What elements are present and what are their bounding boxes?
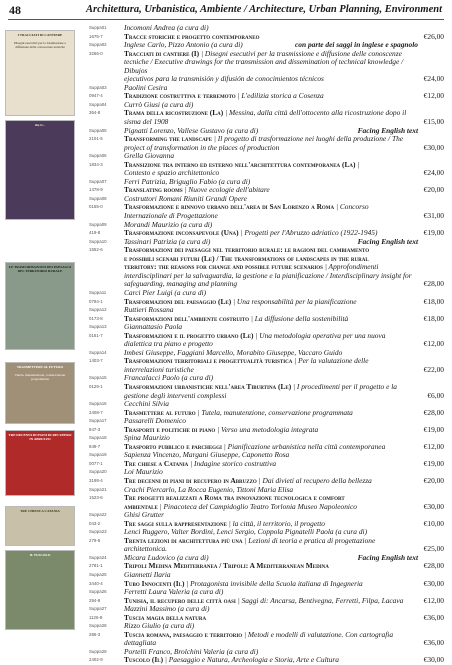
book-subtitle: | Lezioni di teoria e pratica di progettazione — [242, 535, 376, 545]
item-code: Suppa22 — [89, 512, 107, 518]
cover-title: I TRACCIATI DI CANTIERE — [17, 33, 63, 37]
author: Micara Ludovico (a cura di) — [124, 552, 209, 562]
item-code: Suppa13 — [89, 324, 107, 330]
price: €15,00 — [423, 117, 444, 127]
item-code: 0794-1 — [89, 298, 103, 304]
cover-subtitle: Tutela, manutenzione, conservazione programmata — [14, 373, 66, 381]
book-title: Trasformazione e rinnovo urbano dell'area di San Lorenzo a Roma — [124, 202, 335, 212]
item-code: Suppa01 — [89, 25, 107, 30]
page-number: 48 — [9, 3, 21, 17]
item-code: 1126-9 — [89, 614, 103, 620]
catalog-entry — [89, 383, 444, 400]
book-subtitle: | Nuove ecologie dell'abitare — [182, 185, 270, 195]
catalog-entry — [89, 109, 444, 126]
item-code: Suppa19 — [89, 452, 107, 458]
item-code: 0947-4 — [89, 93, 103, 99]
author: Passarelli Domenico — [124, 416, 186, 426]
book-title: Tuscia magia della natura — [124, 612, 207, 622]
book-cover-image — [5, 430, 75, 496]
book-title: Tripoli Medina Mediterranea / Tripoli: A Mediterranean Medina — [124, 561, 329, 571]
item-code: 3198-4 — [89, 477, 103, 483]
price: €19,00 — [423, 424, 444, 434]
price: €28,00 — [423, 407, 444, 417]
running-title: Architettura, Urbanistica, Ambiente / Architecture, Urban Planning, Environment — [86, 4, 442, 15]
book-title: Transizione tra interno ed esterno nell'architettura contemporanea (La) — [124, 159, 356, 169]
catalog-entry — [89, 537, 444, 554]
item-code: Suppa03 — [89, 84, 107, 90]
price: €20,00 — [423, 475, 444, 485]
item-code: 0161-7 — [89, 332, 103, 338]
book-subtitle: interrelazioni turistiche — [124, 364, 194, 374]
price: €31,00 — [423, 211, 444, 221]
book-title: territory: the reasons for change and possible future scenarios — [124, 262, 323, 272]
item-code: Suppa25 — [89, 572, 107, 577]
book-title: Trasformazioni dei paesaggi nel territorio rurale: le ragioni del cambiamento — [124, 245, 370, 255]
price: €22,00 — [423, 364, 444, 374]
item-code: 847-3 — [89, 426, 101, 432]
price: €12,00 — [423, 339, 444, 349]
catalog-entry — [89, 357, 444, 374]
book-subtitle: safeguarding, managing and planning — [124, 279, 238, 289]
book-cover-image — [5, 30, 75, 116]
catalog-entry — [89, 494, 444, 511]
author: Ferri Patrizia, Briguglio Fabio (a cura di) — [124, 176, 251, 186]
book-subtitle: | Pinacoteca del Campidoglio Teatro Torlonia Museo Napoleonico — [157, 501, 357, 511]
price: €26,00 — [423, 31, 444, 41]
author: Paolini Cesira — [124, 82, 168, 92]
item-code: Suppa20 — [89, 469, 107, 475]
book-subtitle: | Metodi e modelli di valutazione. Con cartografia dettagliata — [124, 629, 394, 648]
item-code: Suppa09 — [89, 221, 107, 227]
book-title: Trenta lezioni di architettura più una — [124, 535, 243, 545]
cover-title: IL TUSCOLO — [29, 553, 51, 557]
book-title: Trasporto pubblico e parcheggi — [124, 441, 222, 451]
book-title: Trasformazioni urbanistiche nell'area Tiburtina (Le) — [124, 381, 292, 391]
author: Francalacci Paolo (a cura di) — [124, 373, 214, 383]
header-rule — [8, 19, 444, 20]
author: Rizzo Giulio (a cura di) — [124, 621, 195, 631]
catalog-entry — [89, 161, 444, 178]
item-code: 294-8 — [89, 597, 101, 603]
item-code: 1552-6 — [89, 247, 103, 253]
book-title: Tuscolo (Il) — [124, 655, 164, 665]
author: Costruttori Romani Riuniti Grandi Opere — [124, 193, 247, 203]
book-cover-image — [5, 550, 75, 630]
item-code: Suppa04 — [89, 101, 107, 107]
author: Ghisi Grutter — [124, 510, 165, 520]
author: Portelli Franco, Brolchini Valeria (a cura di) — [124, 646, 259, 656]
book-listing — [89, 24, 444, 665]
item-code: 2402-9 — [89, 657, 103, 663]
author: Tassinari Patrizia (a cura di) — [124, 236, 211, 246]
book-subtitle: | I procedimenti per il progetto e la — [291, 381, 397, 391]
author: Cecchini Silvia — [124, 399, 169, 409]
book-subtitle: | Tutela, manutenzione, conservazione programmata — [195, 407, 353, 417]
author: Ferretti Laura Valeria (a cura di) — [124, 587, 224, 597]
language-note: con parte dei saggi in inglese e spagnolo — [295, 40, 418, 50]
book-subtitle: | — [355, 159, 360, 169]
price: €12,00 — [423, 441, 444, 451]
book-subtitle: | Protagonista invisibile della Scuola italiana di Ingegneria — [184, 578, 363, 588]
item-code: 2101-5 — [89, 136, 103, 142]
author: Grella Giovanna — [124, 151, 175, 161]
book-subtitle: | Per la valutazione delle — [292, 356, 369, 366]
price: €30,00 — [423, 501, 444, 511]
cover-title: TRASMETTERE AL FUTURO — [16, 365, 64, 369]
book-subtitle: | Indagine storico costruttiva — [188, 458, 277, 468]
book-title: Tunisia, il recupero delle città oasi — [124, 595, 236, 605]
author: Inglese Carlo, Pizzo Antonio (a cura di) — [124, 40, 243, 50]
author: Giannetti Ilaria — [124, 570, 171, 579]
book-subtitle: | Verso una metodologia integrata — [215, 424, 319, 434]
book-title: Trasformazioni dell'ambiente costruito — [124, 313, 250, 323]
catalog-entry — [89, 246, 444, 289]
book-subtitle: dialettica tra piano e progetto — [124, 339, 213, 349]
book-title: Tubo Innocenti (Il) — [124, 578, 185, 588]
book-title: Tre chiese a Catania — [124, 458, 189, 468]
item-code: Suppa29 — [89, 648, 107, 654]
item-code: 1834-3 — [89, 161, 103, 167]
book-cover-image — [5, 120, 75, 220]
price: €28,00 — [423, 279, 444, 289]
book-subtitle: | Saggi di: Ancarsa, Bentivegna, Ferretti, Filpa, Lacava — [235, 595, 404, 605]
author: Spina Maurizio — [124, 433, 170, 443]
book-subtitle: Internazionale di Progettazione — [124, 211, 218, 221]
language-note: Facing English text — [357, 236, 418, 246]
author: Sapienza Vincenzo, Margani Giuseppe, Caponetto Rosa — [124, 450, 290, 460]
item-code: Suppa12 — [89, 307, 107, 313]
author: Lenci Ruggero, Valter Bordini, Lenci Sergio, Coppola Pignatelli Paola (a cura di) — [124, 527, 368, 537]
catalog-entry — [89, 332, 444, 349]
language-note: Facing English text — [357, 125, 418, 135]
price: €36,00 — [423, 638, 444, 648]
price: €12,00 — [423, 91, 444, 101]
author: Currò Giusi (a cura di) — [124, 99, 194, 109]
catalog-entry — [89, 203, 444, 220]
price: €18,00 — [423, 296, 444, 306]
item-code: 3266-0 — [89, 50, 103, 56]
price: €24,00 — [423, 74, 444, 84]
author: Pignatti Lorenzo, Vallese Gustavo (a cura di) — [124, 125, 259, 135]
book-title: Transforming the landscape — [124, 134, 213, 144]
book-title: ambientale — [124, 501, 158, 511]
book-title: Tracciati di cantiere (I) — [124, 48, 200, 58]
item-code: Suppa17 — [89, 418, 107, 424]
price: €30,00 — [423, 578, 444, 588]
book-subtitle: | Disegni esecutivi per la trasmissione e diffusione delle conoscenze — [199, 48, 402, 58]
item-code: 419-8 — [89, 230, 101, 236]
item-code: 1523-6 — [89, 495, 103, 501]
item-code: 0077-1 — [89, 460, 103, 466]
book-subtitle: | Approfondimenti — [322, 262, 379, 272]
item-code: 286-3 — [89, 631, 101, 637]
catalog-entry — [89, 135, 444, 152]
price: €20,00 — [423, 185, 444, 195]
item-code: Suppa24 — [89, 554, 107, 560]
price: €12,00 — [423, 595, 444, 605]
book-cover-image — [5, 362, 75, 424]
book-subtitle: | Una metodologia operativa per una nuova — [253, 330, 386, 340]
item-code: Suppa05 — [89, 127, 107, 133]
item-code: Suppa28 — [89, 623, 107, 629]
item-code: Suppa27 — [89, 606, 107, 612]
book-subtitle: | Pianificazione urbanistica nella città contemporanea — [221, 441, 386, 451]
cover-title: TRE CHIESE A CATANIA — [20, 509, 60, 513]
catalog-entry — [89, 631, 444, 648]
book-cover-image — [5, 506, 75, 546]
price: €25,00 — [423, 544, 444, 554]
price: €19,00 — [423, 228, 444, 238]
item-code: 1478-9 — [89, 187, 103, 193]
book-title: Trasporti e politiche di piano — [124, 424, 216, 434]
book-subtitle: architettonica. — [124, 544, 168, 554]
book-title: Trasformazioni e il progetto urbano (Le) — [124, 330, 254, 340]
cover-title: LE TRASFORMAZIONI DEI PAESAGGI DEL TERRITORIO RURALE — [8, 265, 72, 273]
book-title: Tre saggi sulla rappresentazione — [124, 518, 227, 528]
book-title: Tre decenni di piani di recupero in Abruzzo — [124, 475, 257, 485]
book-title: Trasformazioni territoriali e progettualità turistica — [124, 356, 293, 366]
book-subtitle: | Concorso — [334, 202, 369, 212]
book-subtitle: ejecutivos para la transmisión y difusión de conocimientos técnicos — [124, 74, 324, 84]
cover-title: the tr... — [34, 123, 46, 127]
book-title: Tre progetti realizzati a Roma tra innovazione tecnologica e comfort — [124, 493, 345, 503]
price: €30,00 — [423, 142, 444, 152]
item-code: Suppa26 — [89, 589, 107, 595]
author: Ruttieri Rossana — [124, 305, 174, 315]
price: €19,00 — [423, 458, 444, 468]
book-subtitle: | Dai divieti al recupero della bellezza — [256, 475, 372, 485]
cover-column — [0, 22, 80, 640]
language-note: Facing English text — [357, 552, 418, 562]
book-subtitle: Contesto e spazio architettonico — [124, 168, 220, 178]
author: Giannattasio Paola — [124, 322, 183, 332]
book-title: e possibili scenari futuri (Le) / The transformations of landscapes in the rural — [124, 253, 369, 263]
book-title: Translating rooms — [124, 185, 183, 195]
item-code: 0173-8 — [89, 315, 103, 321]
book-title: Tuscia romana, paesaggio e territorio — [124, 629, 243, 639]
page-header — [0, 0, 452, 22]
item-code: 364-8 — [89, 110, 101, 116]
item-code: Suppa11 — [89, 289, 107, 295]
catalog-entry — [89, 656, 444, 665]
entry-line — [89, 631, 444, 648]
book-subtitle: | La diffusione della sostenibilità — [249, 313, 349, 323]
item-code: Suppa02 — [89, 42, 107, 48]
item-code: Suppa08 — [89, 195, 107, 201]
item-code: 3440-4 — [89, 580, 103, 586]
author: Imbesi Giuseppe, Faggiani Marcello, Morabito Giuseppe, Vaccaro Guido — [124, 347, 343, 357]
item-code: 0155-0 — [89, 204, 103, 210]
author: Carci Pier Luigi (a cura di) — [124, 287, 207, 297]
author: Incomoni Andrea (a cura di) — [124, 23, 209, 32]
author: Morandi Maurizio (a cura di) — [124, 219, 213, 229]
item-code: Suppa10 — [89, 238, 107, 244]
book-subtitle: sisma del 1908 — [124, 117, 169, 127]
price: €28,00 — [423, 561, 444, 571]
item-code: Suppa07 — [89, 178, 107, 184]
item-code: 0129-1 — [89, 383, 103, 389]
price: €6,00 — [427, 390, 444, 400]
cover-title: TRE DECENNI DI PIANI DI RECUPERO IN ABRUZZO — [8, 433, 72, 441]
item-code: Suppa06 — [89, 153, 107, 159]
item-code: 2408-7 — [89, 409, 103, 415]
author: Crachi Piercarlo, La Rocca Eugenio, Tittoni Maria Elisa — [124, 484, 294, 494]
book-title: Trasformazione inconsapevole (Una) — [124, 228, 239, 238]
price: €24,00 — [423, 168, 444, 178]
item-code: Suppa15 — [89, 375, 107, 381]
book-subtitle: tecniche / Executive drawings for the transmission and dissemination of technical knowledge / Dibujos — [124, 57, 404, 75]
book-subtitle: | Paesaggio e Natura, Archeologia e Storia, Arte e Cultura — [163, 655, 340, 665]
author: Mazzini Massimo (a cura di) — [124, 604, 210, 614]
price: €18,00 — [423, 313, 444, 323]
item-code: Suppa21 — [89, 486, 107, 492]
catalog-entry — [89, 50, 444, 84]
book-title: Tradizione costruttiva e terremoto — [124, 91, 236, 101]
item-code: Suppa23 — [89, 529, 107, 535]
item-code: 849-7 — [89, 443, 101, 449]
cover-subtitle: Disegni esecutivi per la trasmissione e diffusione delle conoscenze tecniche — [13, 41, 67, 49]
item-code: Suppa14 — [89, 349, 107, 355]
book-subtitle: | Una responsabilità per la pianificazione — [231, 296, 357, 306]
item-code: 279-5 — [89, 537, 101, 543]
book-subtitle: | Progetti per l'Abruzzo adriatico (1922-1945) — [238, 228, 378, 238]
item-code: Suppa16 — [89, 401, 107, 407]
entry-line — [89, 656, 444, 665]
book-cover-image — [5, 262, 75, 350]
price: €10,00 — [423, 518, 444, 528]
item-code: Suppa18 — [89, 435, 107, 441]
book-title: Tracce storiche e progetto contemporaneo — [124, 31, 260, 41]
entry-line — [89, 58, 444, 75]
book-title: Trama della ricostruzione (La) — [124, 108, 224, 118]
item-code: 2781-1 — [89, 563, 103, 569]
book-subtitle: | la città, il territorio, il progetto — [226, 518, 325, 528]
book-subtitle: project of transformation in the places of production — [124, 142, 280, 152]
item-code: 043-2 — [89, 520, 101, 526]
book-title: Trasmettere al futuro — [124, 407, 196, 417]
book-subtitle: interdisciplinari per la salvaguardia, la gestione e la pianificazione / Interdisciplinary insight for — [124, 270, 412, 280]
book-subtitle: | Il progetto di trasformazione nei luoghi della produzione / The — [212, 134, 404, 144]
price: €36,00 — [423, 612, 444, 622]
book-subtitle: gestione degli interventi complessi — [124, 390, 227, 400]
price: €30,00 — [423, 655, 444, 665]
author: Loi Maurizio — [124, 467, 163, 477]
item-code: 1675-7 — [89, 33, 103, 39]
book-subtitle: | L'edilizia storica a Cosenza — [235, 91, 324, 101]
book-title: Trasformazioni del paesaggio (Le) — [124, 296, 232, 306]
item-code: 1403-7 — [89, 358, 103, 364]
book-subtitle: | Messina, dalla città dell'ottocento alla ricostruzione dopo il — [223, 108, 407, 118]
